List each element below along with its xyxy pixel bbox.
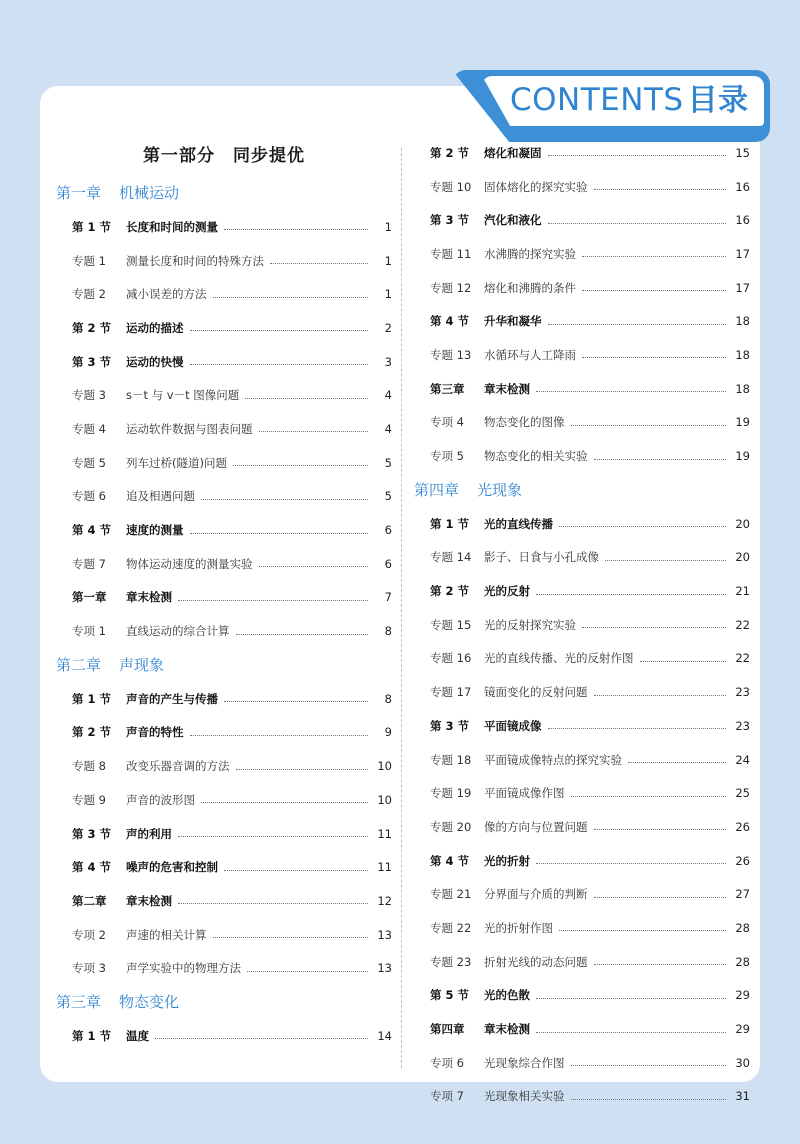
toc-entry-label: 专题 11 xyxy=(430,246,472,261)
dot-leader xyxy=(548,155,727,156)
toc-entry-page: 1 xyxy=(384,219,392,234)
toc-entry-label: 专题 20 xyxy=(430,819,472,834)
dot-leader xyxy=(594,695,727,696)
toc-entry[interactable] xyxy=(56,918,392,952)
toc-entry-title: 改变乐器音调的方法 xyxy=(126,759,230,774)
toc-entry-label: 第 4 节 xyxy=(430,853,470,868)
toc-entry-label: 第 2 节 xyxy=(430,145,470,160)
toc-entry-label: 第 1 节 xyxy=(430,516,470,531)
dot-leader xyxy=(548,728,727,729)
toc-left-list xyxy=(56,176,392,1053)
toc-entry-title: 物态变化的图像 xyxy=(484,415,565,430)
toc-entry-label: 第 1 节 xyxy=(72,691,112,706)
toc-entry[interactable] xyxy=(414,271,750,305)
toc-entry[interactable] xyxy=(414,338,750,372)
toc-entry[interactable] xyxy=(414,743,750,777)
toc-entry[interactable] xyxy=(414,406,750,440)
toc-entry-label: 专题 17 xyxy=(430,685,472,700)
toc-entry-page: 2 xyxy=(384,320,392,335)
toc-entry[interactable] xyxy=(414,439,750,473)
toc-entry-label: 专题 4 xyxy=(72,421,106,436)
toc-entry-title: 影子、日食与小孔成像 xyxy=(484,550,599,565)
toc-entry-page: 13 xyxy=(377,961,392,976)
dot-leader xyxy=(536,594,726,595)
chapter-number: 第一章 xyxy=(56,184,102,202)
dot-leader xyxy=(559,930,726,931)
toc-entry-label: 专题 2 xyxy=(72,287,106,302)
toc-entry-page: 12 xyxy=(377,893,392,908)
toc-entry-title: 光的直线传播、光的反射作图 xyxy=(484,651,634,666)
toc-entry[interactable] xyxy=(414,911,750,945)
toc-entry-page: 20 xyxy=(735,516,750,531)
toc-entry-page: 4 xyxy=(384,421,392,436)
dot-leader xyxy=(582,357,726,358)
toc-entry-label: 第 5 节 xyxy=(430,988,470,1003)
dot-leader xyxy=(155,1038,368,1039)
chapter-title: 物态变化 xyxy=(119,993,180,1012)
toc-entry-page: 25 xyxy=(735,786,750,801)
toc-entry-title: 像的方向与位置问题 xyxy=(484,819,588,834)
toc-entry[interactable] xyxy=(56,547,392,581)
toc-entry-title: 分界面与介质的判断 xyxy=(484,887,588,902)
toc-entry-page: 4 xyxy=(384,388,392,403)
dot-leader xyxy=(628,762,726,763)
dot-leader xyxy=(245,398,368,399)
toc-entry-title: 运动的描述 xyxy=(126,320,184,335)
toc-entry[interactable] xyxy=(56,614,392,648)
dot-leader xyxy=(582,627,726,628)
toc-entry[interactable] xyxy=(56,210,392,244)
toc-entry-title: 运动的快慢 xyxy=(126,354,184,369)
toc-entry-title: 折射光线的动态问题 xyxy=(484,954,588,969)
dot-leader xyxy=(213,937,369,938)
dot-leader xyxy=(548,324,727,325)
toc-entry[interactable] xyxy=(414,642,750,676)
dot-leader xyxy=(571,425,727,426)
toc-entry-page: 21 xyxy=(735,584,750,599)
toc-entry[interactable] xyxy=(414,810,750,844)
toc-entry-label: 第二章 xyxy=(72,893,107,908)
toc-entry[interactable] xyxy=(414,709,750,743)
toc-entry-page: 10 xyxy=(377,792,392,807)
toc-entry-page: 8 xyxy=(384,691,392,706)
toc-entry-label: 专题 15 xyxy=(430,617,472,632)
toc-entry-page: 27 xyxy=(735,887,750,902)
toc-entry[interactable] xyxy=(56,412,392,446)
dot-leader xyxy=(582,290,726,291)
toc-entry[interactable] xyxy=(414,979,750,1013)
toc-entry-label: 第 4 节 xyxy=(430,314,470,329)
toc-entry-label: 第 3 节 xyxy=(72,826,112,841)
toc-entry-label: 专题 5 xyxy=(72,455,106,470)
toc-entry-label: 第 3 节 xyxy=(430,718,470,733)
toc-entry-page: 20 xyxy=(735,550,750,565)
toc-right-column xyxy=(414,136,750,1113)
toc-entry-label: 专题 6 xyxy=(72,489,106,504)
toc-entry-title: 章末检测 xyxy=(126,590,172,605)
toc-entry[interactable] xyxy=(56,345,392,379)
toc-entry-title: 长度和时间的测量 xyxy=(126,219,218,234)
dot-leader xyxy=(190,330,369,331)
toc-entry[interactable] xyxy=(414,945,750,979)
dot-leader xyxy=(233,465,368,466)
toc-entry-label: 第 2 节 xyxy=(72,725,112,740)
toc-entry[interactable] xyxy=(414,507,750,541)
toc-entry-label: 第 3 节 xyxy=(72,354,112,369)
dot-leader xyxy=(190,533,369,534)
toc-entry-title: 直线运动的综合计算 xyxy=(126,624,230,639)
toc-entry[interactable] xyxy=(56,1019,392,1053)
toc-entry-label: 专题 23 xyxy=(430,954,472,969)
toc-entry-page: 18 xyxy=(735,381,750,396)
toc-entry-page: 24 xyxy=(735,752,750,767)
toc-entry-title: 镜面变化的反射问题 xyxy=(484,685,588,700)
toc-entry[interactable] xyxy=(56,581,392,615)
toc-entry-label: 第 1 节 xyxy=(72,219,112,234)
toc-entry-title: 光的折射 xyxy=(484,853,530,868)
toc-entry[interactable] xyxy=(414,203,750,237)
dot-leader xyxy=(247,971,368,972)
toc-entry[interactable] xyxy=(414,574,750,608)
toc-entry[interactable] xyxy=(414,877,750,911)
toc-entry-label: 专项 4 xyxy=(430,415,464,430)
chapter-number: 第四章 xyxy=(414,480,460,499)
chapter-number: 第三章 xyxy=(56,993,102,1012)
toc-entry-title: 升华和凝华 xyxy=(484,314,542,329)
dot-leader xyxy=(213,297,369,298)
toc-left-column xyxy=(56,136,392,1053)
toc-entry-title: 声速的相关计算 xyxy=(126,927,207,942)
toc-entry-title: 噪声的危害和控制 xyxy=(126,860,218,875)
toc-entry-page: 18 xyxy=(735,314,750,329)
dot-leader xyxy=(536,998,726,999)
toc-entry[interactable] xyxy=(414,304,750,338)
toc-entry-title: 声音的波形图 xyxy=(126,792,195,807)
toc-entry[interactable] xyxy=(414,1080,750,1114)
dot-leader xyxy=(571,1065,727,1066)
dot-leader xyxy=(178,836,368,837)
dot-leader xyxy=(582,256,726,257)
toc-entry[interactable] xyxy=(56,311,392,345)
dot-leader xyxy=(224,870,368,871)
toc-entry[interactable] xyxy=(56,783,392,817)
toc-entry-label: 专项 7 xyxy=(430,1089,464,1104)
toc-entry-title: 声音的特性 xyxy=(126,725,184,740)
toc-entry-page: 31 xyxy=(735,1089,750,1104)
toc-entry-label: 专题 21 xyxy=(430,887,472,902)
toc-entry-title: 温度 xyxy=(126,1028,149,1043)
toc-entry[interactable] xyxy=(414,1046,750,1080)
toc-entry-page: 1 xyxy=(384,287,392,302)
toc-entry-page: 23 xyxy=(735,718,750,733)
dot-leader xyxy=(536,1032,726,1033)
toc-entry-page: 15 xyxy=(735,145,750,160)
toc-entry[interactable] xyxy=(56,277,392,311)
dot-leader xyxy=(548,223,727,224)
toc-entry[interactable] xyxy=(414,844,750,878)
dot-leader xyxy=(224,229,368,230)
toc-entry-title: 光的反射探究实验 xyxy=(484,617,576,632)
toc-entry-title: 汽化和液化 xyxy=(484,213,542,228)
dot-leader xyxy=(571,796,727,797)
toc-entry-title: 运动软件数据与图表问题 xyxy=(126,421,253,436)
toc-entry[interactable] xyxy=(56,951,392,985)
toc-entry-label: 专题 3 xyxy=(72,388,106,403)
toc-entry-page: 5 xyxy=(384,489,392,504)
dot-leader xyxy=(594,897,727,898)
dot-leader xyxy=(270,263,368,264)
dot-leader xyxy=(236,769,369,770)
toc-entry[interactable] xyxy=(56,716,392,750)
toc-entry-title: 光的直线传播 xyxy=(484,516,553,531)
toc-entry-page: 16 xyxy=(735,179,750,194)
toc-entry-title: 水循环与人工降雨 xyxy=(484,347,576,362)
dot-leader xyxy=(201,499,368,500)
toc-entry-page: 30 xyxy=(735,1055,750,1070)
dot-leader xyxy=(559,526,726,527)
toc-entry-title: 减小误差的方法 xyxy=(126,287,207,302)
toc-entry-page: 16 xyxy=(735,213,750,228)
toc-entry-label: 专题 16 xyxy=(430,651,472,666)
toc-entry-title: 熔化和沸腾的条件 xyxy=(484,280,576,295)
toc-entry-label: 专题 13 xyxy=(430,347,472,362)
toc-entry[interactable] xyxy=(414,675,750,709)
chapter-heading[interactable] xyxy=(56,648,392,682)
dot-leader xyxy=(594,829,727,830)
toc-entry-title: 光的反射 xyxy=(484,584,530,599)
toc-entry[interactable] xyxy=(56,244,392,278)
chapter-title: 光现象 xyxy=(477,480,523,499)
toc-entry-page: 26 xyxy=(735,853,750,868)
toc-entry-page: 9 xyxy=(384,725,392,740)
toc-entry-title: 列车过桥(隧道)问题 xyxy=(126,455,227,470)
column-divider xyxy=(401,148,402,1068)
dot-leader xyxy=(571,1099,727,1100)
dot-leader xyxy=(605,560,726,561)
toc-right-list xyxy=(414,136,750,1113)
toc-entry[interactable] xyxy=(56,749,392,783)
toc-entry-page: 23 xyxy=(735,685,750,700)
toc-entry-label: 第 4 节 xyxy=(72,523,112,538)
toc-entry-page: 8 xyxy=(384,624,392,639)
toc-entry[interactable] xyxy=(414,608,750,642)
dot-leader xyxy=(594,459,727,460)
dot-leader xyxy=(536,391,726,392)
toc-entry-title: 光现象综合作图 xyxy=(484,1055,565,1070)
chapter-heading[interactable] xyxy=(56,985,392,1019)
toc-entry[interactable] xyxy=(56,446,392,480)
toc-entry-title: 章末检测 xyxy=(484,1022,530,1037)
toc-entry-label: 第 3 节 xyxy=(430,213,470,228)
toc-entry-label: 专题 8 xyxy=(72,759,106,774)
toc-entry-label: 专项 3 xyxy=(72,961,106,976)
dot-leader xyxy=(594,189,727,190)
toc-entry-label: 第 2 节 xyxy=(72,320,112,335)
toc-entry-page: 28 xyxy=(735,954,750,969)
toc-entry-page: 18 xyxy=(735,347,750,362)
toc-entry[interactable] xyxy=(414,372,750,406)
chapter-title: 机械运动 xyxy=(119,184,180,202)
toc-entry[interactable] xyxy=(56,817,392,851)
toc-entry[interactable] xyxy=(414,170,750,204)
toc-entry-title: 追及相遇问题 xyxy=(126,489,195,504)
toc-entry-page: 17 xyxy=(735,280,750,295)
toc-entry-page: 26 xyxy=(735,819,750,834)
toc-entry[interactable] xyxy=(414,1012,750,1046)
toc-entry-page: 17 xyxy=(735,246,750,261)
toc-entry-label: 专题 1 xyxy=(72,253,106,268)
toc-entry-label: 专题 18 xyxy=(430,752,472,767)
toc-entry[interactable] xyxy=(56,884,392,918)
toc-entry-title: 速度的测量 xyxy=(126,523,184,538)
toc-entry-page: 13 xyxy=(377,927,392,942)
toc-entry-title: 物体运动速度的测量实验 xyxy=(126,556,253,571)
toc-entry-page: 11 xyxy=(377,860,392,875)
toc-entry[interactable] xyxy=(56,480,392,514)
toc-entry-label: 专题 12 xyxy=(430,280,472,295)
toc-entry-title: 平面镜成像作图 xyxy=(484,786,565,801)
toc-entry-label: 专题 7 xyxy=(72,556,106,571)
toc-entry-label: 专项 5 xyxy=(430,449,464,464)
toc-entry-label: 专项 6 xyxy=(430,1055,464,1070)
toc-entry-page: 19 xyxy=(735,415,750,430)
toc-entry-page: 22 xyxy=(735,651,750,666)
toc-entry-title: 熔化和凝固 xyxy=(484,145,542,160)
part-title: 第一部分 同步提优 xyxy=(143,146,305,166)
dot-leader xyxy=(594,964,727,965)
toc-entry-title: 物态变化的相关实验 xyxy=(484,449,588,464)
dot-leader xyxy=(236,634,369,635)
toc-entry-label: 第三章 xyxy=(430,381,465,396)
toc-entry-page: 10 xyxy=(377,759,392,774)
dot-leader xyxy=(259,566,369,567)
toc-entry-label: 第四章 xyxy=(430,1022,465,1037)
toc-entry-label: 专项 1 xyxy=(72,624,106,639)
toc-entry-label: 第一章 xyxy=(72,590,107,605)
toc-entry-page: 7 xyxy=(384,590,392,605)
toc-entry-title: 光现象相关实验 xyxy=(484,1089,565,1104)
toc-entry-page: 29 xyxy=(735,988,750,1003)
toc-entry-title: 平面镜成像特点的探究实验 xyxy=(484,752,622,767)
toc-entry[interactable] xyxy=(56,850,392,884)
contents-en: CONTENTS xyxy=(510,82,684,118)
dot-leader xyxy=(178,600,368,601)
toc-entry-page: 1 xyxy=(384,253,392,268)
toc-entry[interactable] xyxy=(56,682,392,716)
dot-leader xyxy=(640,661,727,662)
toc-entry-title: 固体熔化的探究实验 xyxy=(484,179,588,194)
toc-entry-label: 第 1 节 xyxy=(72,1028,112,1043)
toc-entry[interactable] xyxy=(414,136,750,170)
toc-entry-title: 声学实验中的物理方法 xyxy=(126,961,241,976)
toc-entry-title: s－t 与 v－t 图像问题 xyxy=(126,388,240,403)
toc-entry-page: 6 xyxy=(384,556,392,571)
toc-entry-page: 14 xyxy=(377,1028,392,1043)
toc-entry-page: 19 xyxy=(735,449,750,464)
dot-leader xyxy=(190,364,369,365)
dot-leader xyxy=(178,903,368,904)
dot-leader xyxy=(224,701,368,702)
chapter-heading[interactable] xyxy=(414,473,750,507)
chapter-number: 第二章 xyxy=(56,655,102,674)
toc-entry-title: 测量长度和时间的特殊方法 xyxy=(126,253,264,268)
toc-entry-title: 章末检测 xyxy=(126,893,172,908)
toc-entry-page: 22 xyxy=(735,617,750,632)
toc-entry-page: 28 xyxy=(735,920,750,935)
toc-entry-label: 专题 9 xyxy=(72,792,106,807)
toc-entry-label: 第 4 节 xyxy=(72,860,112,875)
toc-entry-label: 专题 10 xyxy=(430,179,472,194)
toc-entry-title: 声音的产生与传播 xyxy=(126,691,218,706)
chapter-heading[interactable] xyxy=(56,176,392,210)
toc-entry-title: 平面镜成像 xyxy=(484,718,542,733)
toc-entry-label: 专项 2 xyxy=(72,927,106,942)
toc-entry-page: 5 xyxy=(384,455,392,470)
toc-entry[interactable] xyxy=(414,237,750,271)
toc-entry[interactable] xyxy=(56,513,392,547)
toc-entry-page: 29 xyxy=(735,1022,750,1037)
contents-cn: 目录 xyxy=(687,83,749,118)
dot-leader xyxy=(201,802,368,803)
toc-entry-title: 光的折射作图 xyxy=(484,920,553,935)
dot-leader xyxy=(190,735,369,736)
toc-entry-label: 第 2 节 xyxy=(430,584,470,599)
toc-entry-title: 声的利用 xyxy=(126,826,172,841)
toc-entry[interactable] xyxy=(414,541,750,575)
toc-entry-label: 专题 14 xyxy=(430,550,472,565)
contents-heading xyxy=(510,80,749,120)
toc-entry-label: 专题 22 xyxy=(430,920,472,935)
toc-entry-label: 专题 19 xyxy=(430,786,472,801)
toc-entry-page: 11 xyxy=(377,826,392,841)
toc-entry-title: 章末检测 xyxy=(484,381,530,396)
toc-entry-title: 光的色散 xyxy=(484,988,530,1003)
dot-leader xyxy=(259,431,369,432)
toc-entry[interactable] xyxy=(56,378,392,412)
toc-entry-page: 6 xyxy=(384,523,392,538)
toc-entry[interactable] xyxy=(414,776,750,810)
toc-entry-title: 水沸腾的探究实验 xyxy=(484,246,576,261)
toc-entry-page: 3 xyxy=(384,354,392,369)
dot-leader xyxy=(536,863,726,864)
chapter-title: 声现象 xyxy=(119,655,165,674)
